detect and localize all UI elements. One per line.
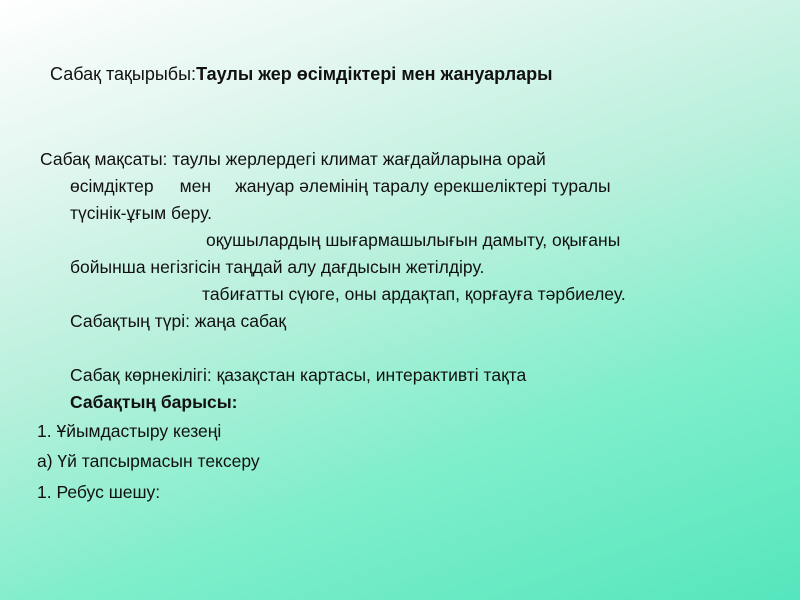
- step-organization: 1. Ұйымдастыру кезеңі: [37, 421, 222, 441]
- goal-label: Сабақ мақсаты:: [40, 149, 168, 169]
- goal-line2-word1: өсімдіктер: [70, 176, 154, 196]
- goal-line-5: бойынша негізгісін таңдай алу дағдысын жетілдіру.: [70, 257, 485, 277]
- goal-line-3: түсінік-ұғым беру.: [70, 203, 212, 223]
- lesson-title: [50, 64, 553, 85]
- title-label: Сабақ тақырыбы:: [50, 64, 197, 84]
- goal-line-6: табиғатты сүюге, оны ардақтап, қорғауға тәрбиелеу.: [202, 284, 626, 304]
- title-topic: Таулы жер өсімдіктері мен жануарлары: [196, 64, 553, 84]
- step-homework-check: а) Үй тапсырмасын тексеру: [37, 451, 260, 471]
- goal-line-2: [40, 173, 740, 200]
- progress-heading: Сабақтың барысы:: [70, 392, 238, 412]
- lesson-body: [40, 146, 740, 416]
- goal-line1-text: таулы жерлердегі климат жағдайларына орай: [172, 149, 546, 169]
- visual-aids: Сабақ көрнекілігі: қазақстан картасы, интерактивті тақта: [70, 365, 527, 385]
- goal-line-4: оқушылардың шығармашылығын дамыту, оқығаны: [206, 230, 621, 250]
- goal-line2-word3: жануар әлемінің таралу ерекшеліктері туралы: [235, 176, 611, 196]
- goal-line-1: [40, 146, 740, 173]
- step-rebus: 1. Ребус шешу:: [37, 482, 161, 502]
- lesson-type: Сабақтың түрі: жаңа сабақ: [70, 311, 286, 331]
- goal-line2-word2: мен: [179, 176, 212, 196]
- spacer: [40, 335, 740, 362]
